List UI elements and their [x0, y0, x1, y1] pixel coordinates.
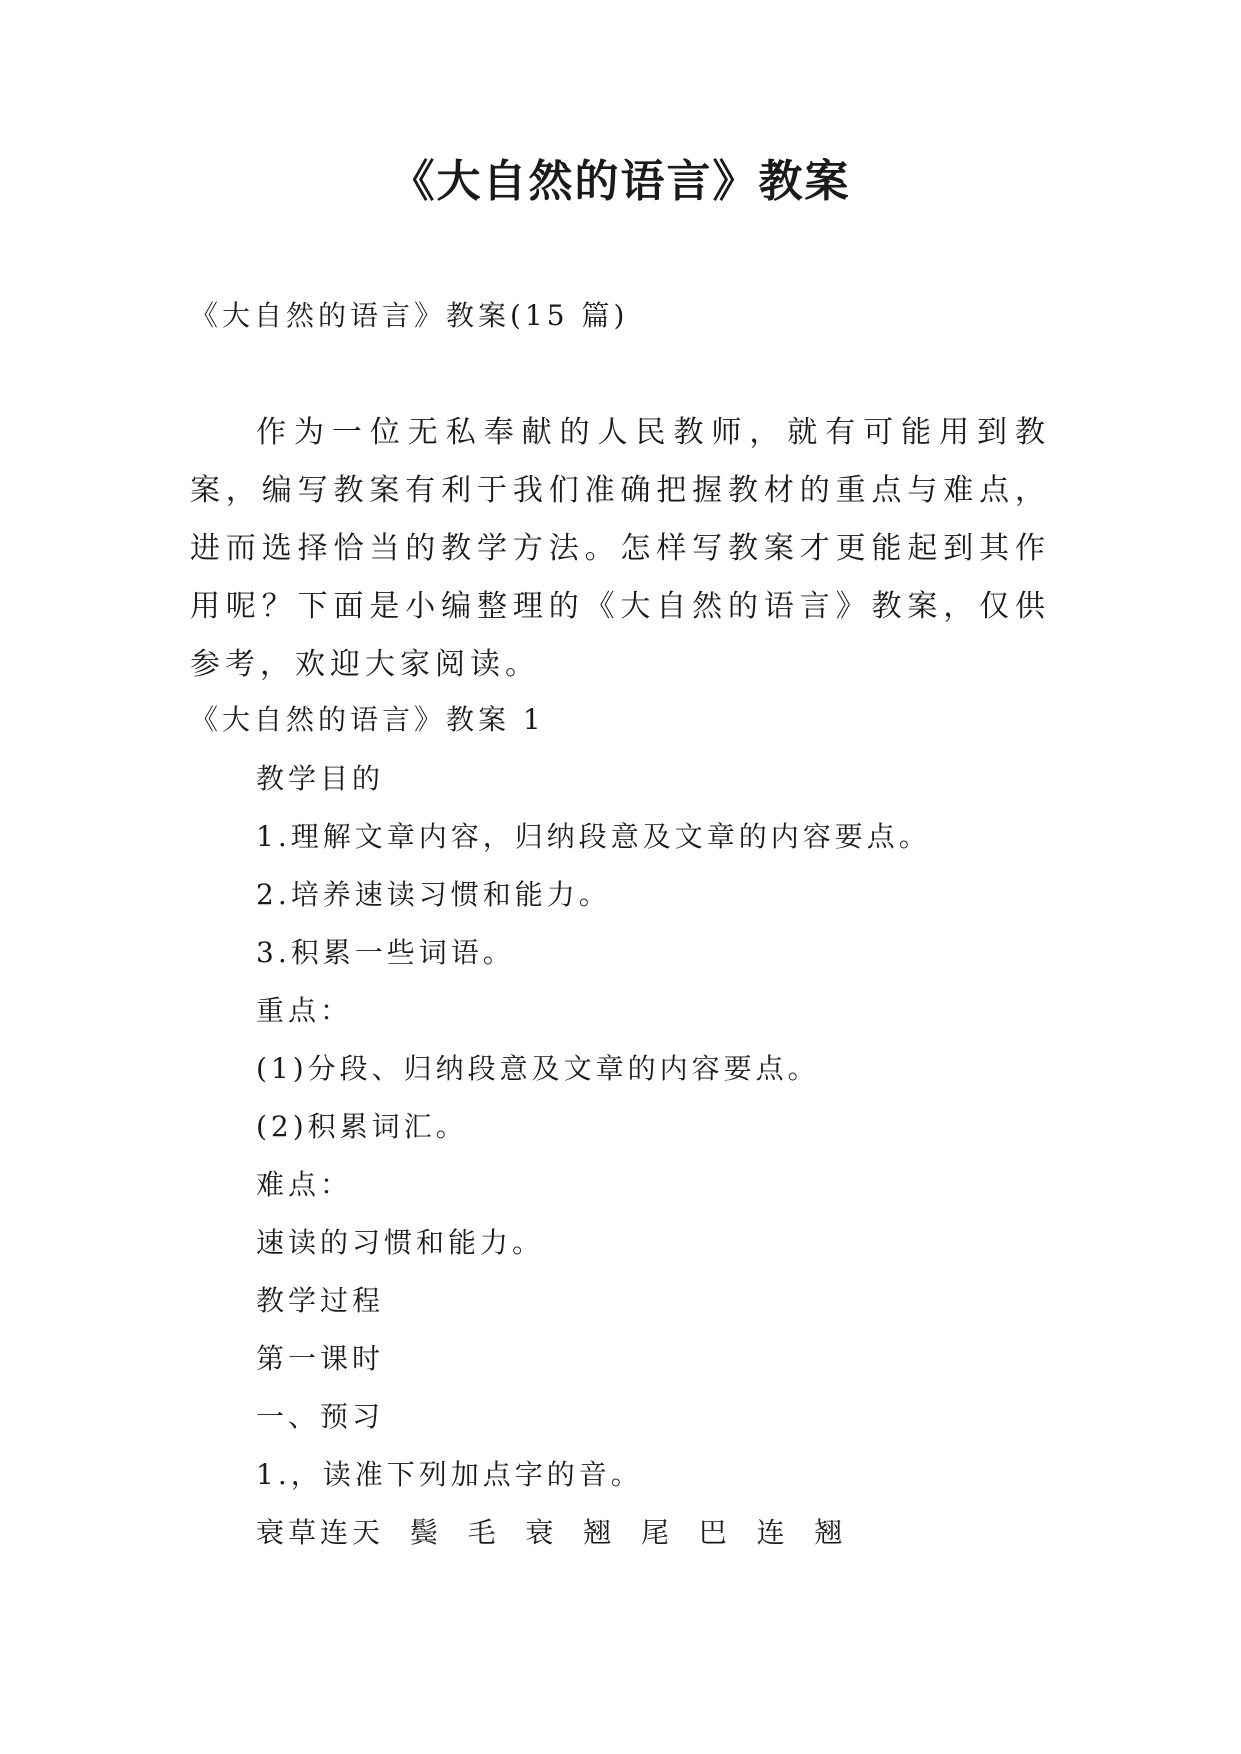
- document-subtitle: 《大自然的语言》教案(15 篇): [190, 299, 629, 332]
- text-line: (1)分段、归纳段意及文章的内容要点。: [256, 1052, 820, 1085]
- text-line: 第一课时: [256, 1342, 385, 1375]
- text-line: 一、预习: [256, 1400, 385, 1433]
- lesson-plan-lines: [256, 750, 1136, 1562]
- document-title: 《大自然的语言》教案: [390, 156, 851, 207]
- text-line: 教学过程: [256, 1284, 385, 1317]
- text-line: (2)积累词汇。: [256, 1110, 468, 1143]
- text-line: 1.理解文章内容，归纳段意及文章的内容要点。: [256, 820, 931, 853]
- text-line: 2.培养速读习惯和能力。: [256, 878, 611, 911]
- text-line: 1.，读准下列加点字的音。: [256, 1458, 643, 1491]
- section-heading: 《大自然的语言》教案 1: [190, 703, 545, 736]
- text-line: 难点：: [256, 1168, 353, 1201]
- intro-paragraph: 作为一位无私奉献的人民教师，就有可能用到教案，编写教案有利于我们准确把握教材的重点与难点，进而选择恰当的教学方法。怎样写教案才更能起到其作用呢？下面是小编整理的《大自然的语言》教案，仅供参考，欢迎大家阅读。: [190, 415, 1050, 682]
- text-line: 重点：: [256, 994, 353, 1027]
- text-line: 衰草连天 鬓 毛 衰 翘 尾 巴 连 翘: [256, 1516, 847, 1549]
- text-line: 3.积累一些词语。: [256, 936, 515, 969]
- text-line: 教学目的: [256, 762, 385, 795]
- text-line: 速读的习惯和能力。: [256, 1226, 545, 1259]
